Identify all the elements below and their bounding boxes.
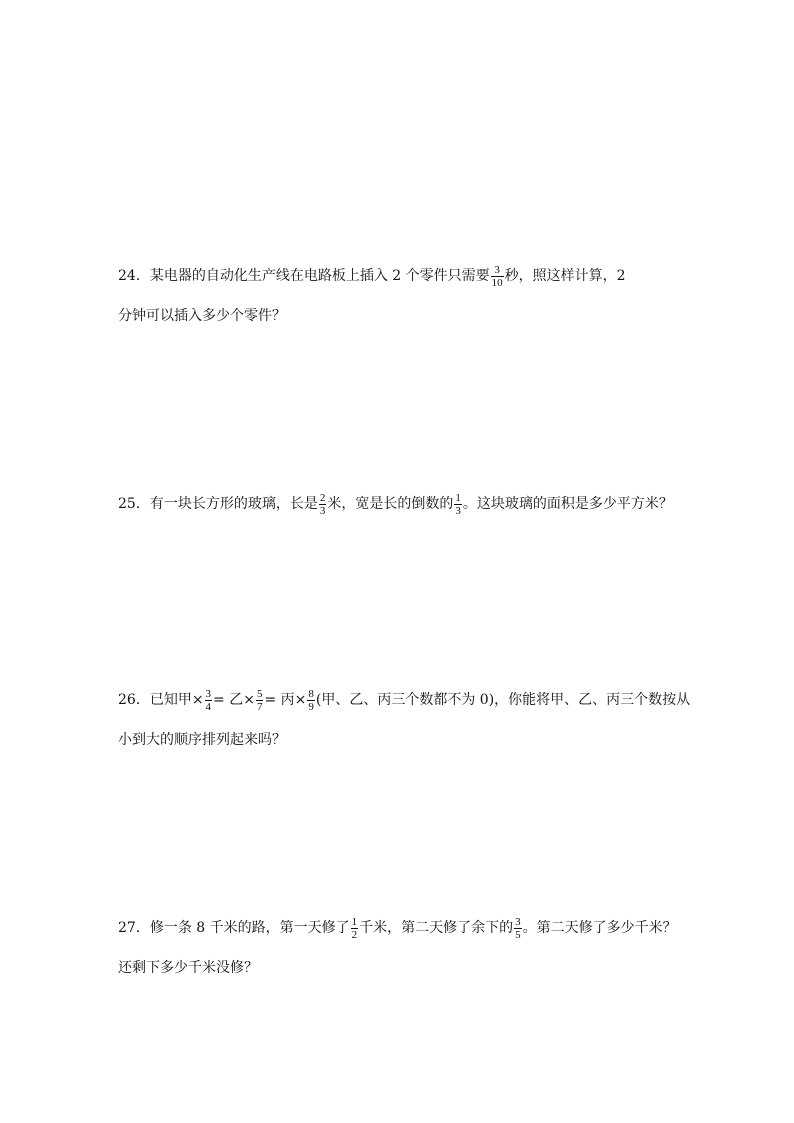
fraction-denominator: 10 <box>491 276 503 289</box>
question-text: 25．有一块长方形的玻璃，长是 <box>118 496 318 512</box>
fraction-numerator: 3 <box>515 915 521 928</box>
question-text: 24．某电器的自动化生产线在电路板上插入 2 个零件只需要 <box>118 268 490 284</box>
fraction <box>205 688 213 713</box>
fraction <box>256 688 264 713</box>
question-text: 。第二天修了多少千米？ <box>522 920 677 936</box>
fraction <box>514 916 522 941</box>
fraction-numerator: 8 <box>308 687 314 700</box>
fraction <box>491 264 504 289</box>
fraction-denominator: 7 <box>256 700 263 713</box>
fraction-denominator: 5 <box>515 928 521 941</box>
question-text: = 丙× <box>264 692 307 708</box>
fraction <box>351 916 359 941</box>
question-25 <box>118 484 698 524</box>
question-line <box>118 256 698 296</box>
question-text: 米，宽是长的倒数的 <box>327 496 454 512</box>
question-line <box>118 296 698 336</box>
fraction-numerator: 5 <box>256 687 263 700</box>
question-line <box>118 948 698 988</box>
fraction-denominator: 3 <box>319 504 326 517</box>
question-26 <box>118 680 698 760</box>
fraction-numerator: 1 <box>455 491 461 504</box>
fraction-numerator: 1 <box>351 915 358 928</box>
question-line <box>118 720 698 760</box>
question-text: (甲、乙、丙三个数都不为 0)，你能将甲、乙、丙三个数按从 <box>315 692 691 708</box>
fraction-denominator: 4 <box>205 700 212 713</box>
question-text: 。这块玻璃的面积是多少平方米？ <box>462 496 673 512</box>
fraction <box>319 492 327 517</box>
question-line <box>118 484 698 524</box>
fraction-numerator: 2 <box>319 491 326 504</box>
question-text: = 乙× <box>213 692 255 708</box>
fraction <box>454 492 462 517</box>
fraction-denominator: 3 <box>455 504 461 517</box>
question-text: 秒，照这样计算，2 <box>504 268 626 284</box>
question-line <box>118 680 698 720</box>
question-27 <box>118 908 698 988</box>
question-text: 26．已知甲× <box>118 692 204 708</box>
question-text: 分钟可以插入多少个零件？ <box>118 308 286 324</box>
question-text: 还剩下多少千米没修？ <box>118 960 258 976</box>
question-line <box>118 908 698 948</box>
fraction-numerator: 3 <box>494 263 500 276</box>
question-text: 小到大的顺序排列起来吗？ <box>118 732 286 748</box>
question-text: 27．修一条 8 千米的路，第一天修了 <box>118 920 350 936</box>
fraction <box>307 688 315 713</box>
question-24 <box>118 256 698 336</box>
fraction-denominator: 9 <box>308 700 314 713</box>
fraction-numerator: 3 <box>205 687 212 700</box>
fraction-denominator: 2 <box>351 928 358 941</box>
question-text: 千米，第二天修了余下的 <box>359 920 514 936</box>
